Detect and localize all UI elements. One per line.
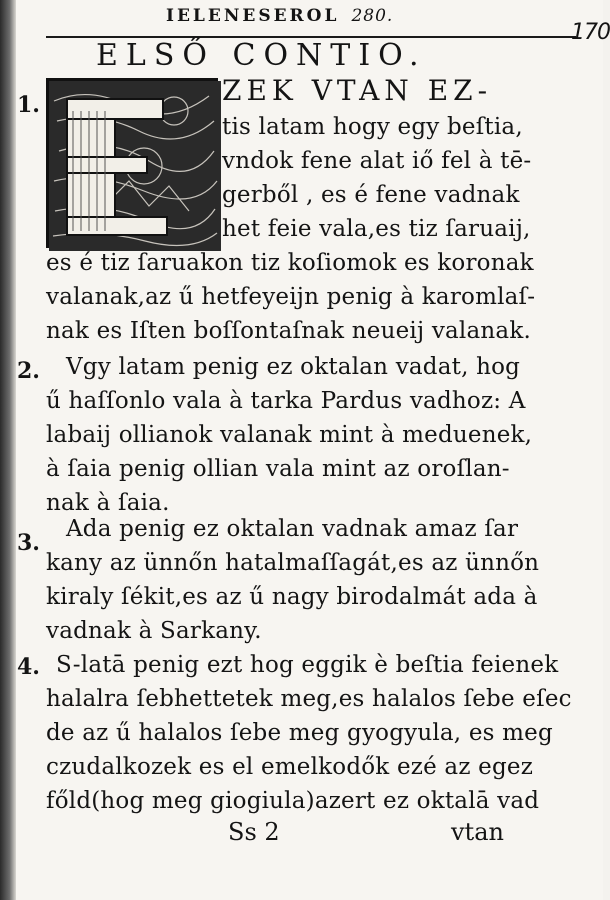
verse-1-line-5: het feie vala,es tiz ſaruaij,	[222, 216, 531, 242]
verse-2-line-3: labaij ollianok valanak mint à meduenek,	[46, 422, 533, 448]
verse-1-line-7: valanak,az ű hetfeyeijn penig à karomlaſ-	[46, 284, 536, 310]
verse-4-line-2: halalra ſebhettetek meg,es halalos ſebe eſec	[46, 686, 572, 712]
verse-1-line-4: gerből , es é fene vadnak	[222, 182, 520, 208]
verse-number-2: 2.	[17, 358, 40, 384]
verse-2-line-1: Vgy latam penig ez oktalan vadat, hog	[66, 354, 521, 380]
woodcut-drop-cap	[46, 78, 218, 248]
woodcut-illustration	[49, 81, 221, 251]
folio-mark: 170	[571, 20, 610, 45]
chapter-title: ELSŐ CONTIO.	[96, 38, 427, 73]
verse-3-line-3: kiraly ſékit,es az ű nagy birodalmát ada à	[46, 584, 538, 610]
verse-4-line-1: S-latā penig ezt hog eggik è beſtia feienek	[56, 652, 559, 678]
verse-1-line-6: es é tiz ſaruakon tiz koſiomok es koronak	[46, 250, 534, 276]
verse-2-line-2: ű haſſonlo vala à tarka Pardus vadhoz: A	[46, 388, 526, 414]
verse-1-line-2: tis latam hogy egy beſtia,	[222, 114, 523, 140]
running-head-title: IELENESEROL	[166, 6, 340, 26]
verse-number-1: 1.	[17, 92, 40, 118]
verse-number-3: 3.	[17, 530, 40, 556]
verse-1-line-1: ZEK VTAN EZ-	[222, 74, 493, 107]
signature-mark: Ss 2	[228, 818, 280, 846]
verse-4-line-4: czudalkozek es el emelkodők ezé az egez	[46, 754, 534, 780]
verse-number-4: 4.	[17, 654, 40, 680]
verse-1-line-3: vndok fene alat iő fel à tē-	[222, 148, 532, 174]
verse-3-line-2: kany az ünnőn hatalmaſſagát,es az ünnőn	[46, 550, 540, 576]
verse-2-line-5: nak à ſaia.	[46, 490, 170, 516]
verse-3-line-4: vadnak à Sarkany.	[46, 618, 262, 644]
verse-3-line-1: Ada penig ez oktalan vadnak amaz ſar	[66, 516, 519, 542]
verse-4-line-3: de az ű halalos ſebe meg gyogyula, es meg	[46, 720, 553, 746]
book-gutter-shadow	[0, 0, 16, 900]
verse-1-line-8: nak es Iſten boſſontaſnak neueij valanak.	[46, 318, 531, 344]
catchword: vtan	[451, 818, 504, 846]
book-page	[16, 0, 610, 900]
verse-4-line-5: főld(hog meg giogiula)azert ez oktalā vad	[46, 788, 540, 814]
page-number: 280.	[351, 6, 394, 26]
verse-2-line-4: à ſaia penig ollian vala mint az oroſlan-	[46, 456, 510, 482]
running-head	[166, 6, 486, 26]
